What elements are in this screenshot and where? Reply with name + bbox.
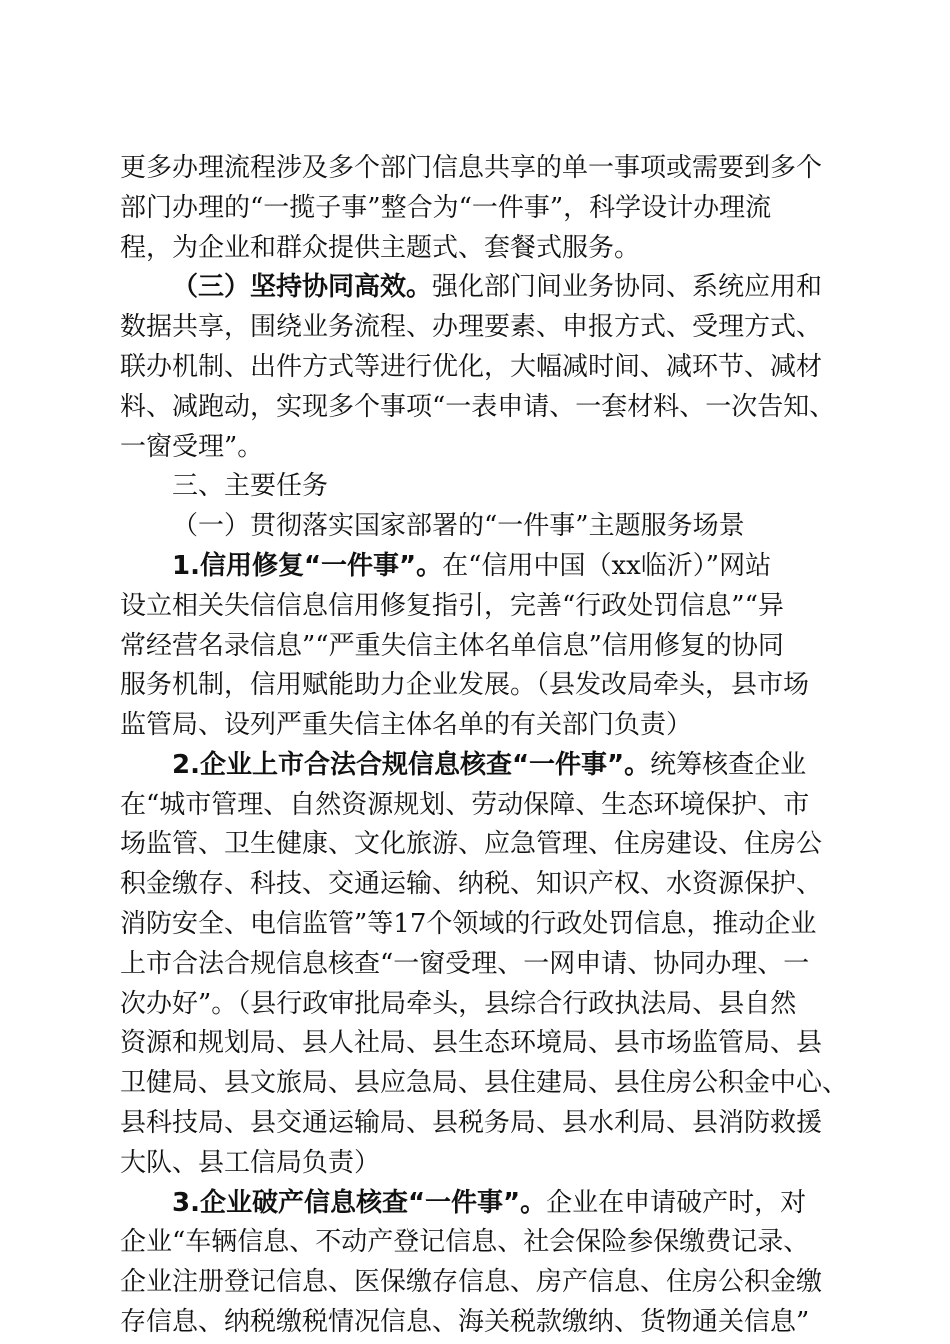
text-line: 服务机制，信用赋能助力企业发展。（县发改局牵头，县市场 — [120, 670, 810, 700]
text-line: 在“城市管理、自然资源规划、劳动保障、生态环境保护、市 — [120, 790, 810, 820]
text-run: 在“信用中国（xx临沂）”网站 — [442, 551, 772, 581]
text-line: 更多办理流程涉及多个部门信息共享的单一事项或需要到多个 — [120, 153, 823, 183]
text-line: 资源和规划局、县人社局、县生态环境局、县市场监管局、县 — [120, 1028, 823, 1058]
text-line: 消防安全、电信监管”等17个领域的行政处罚信息，推动企业 — [120, 909, 817, 939]
text-line: 上市合法合规信息核查“一窗受理、一网申请、协同办理、一 — [120, 949, 810, 979]
section-heading: 三、主要任务 — [172, 471, 329, 501]
text-line: 企业注册登记信息、医保缴存信息、房产信息、住房公积金缴 — [120, 1267, 823, 1297]
text-line: 一窗受理”。 — [120, 432, 264, 462]
text-run: 企业在申请破产时，对 — [546, 1188, 807, 1218]
text-run: 强化部门间业务协同、系统应用和 — [432, 272, 823, 302]
paragraph-lead: 1.信用修复“一件事”。 — [172, 551, 443, 581]
paragraph-first-line — [172, 269, 822, 305]
paragraph-first-line — [172, 747, 806, 783]
paragraph-lead: 2.企业上市合法合规信息核查“一件事”。 — [172, 750, 651, 780]
text-line: 数据共享，围绕业务流程、办理要素、申报方式、受理方式、 — [120, 312, 823, 342]
paragraph-lead: 3.企业破产信息核查“一件事”。 — [172, 1188, 547, 1218]
paragraph-first-line — [172, 548, 771, 584]
paragraph-first-line — [172, 1185, 806, 1221]
text-line: 积金缴存、科技、交通运输、纳税、知识产权、水资源保护、 — [120, 869, 823, 899]
text-line: 大队、县工信局负责） — [120, 1148, 381, 1178]
text-line: 设立相关失信信息信用修复指引，完善“行政处罚信息”“异 — [120, 591, 784, 621]
text-line: 次办好”。（县行政审批局牵头，县综合行政执法局、县自然 — [120, 989, 797, 1019]
text-line: 县科技局、县交通运输局、县税务局、县水利局、县消防救援 — [120, 1108, 823, 1138]
text-line: 企业“车辆信息、不动产登记信息、社会保险参保缴费记录、 — [120, 1227, 810, 1257]
text-line: 存信息、纳税缴税情况信息、海关税款缴纳、货物通关信息” — [120, 1307, 810, 1337]
section-subheading: （一）贯彻落实国家部署的“一件事”主题服务场景 — [172, 511, 745, 541]
text-line: 监管局、设列严重失信主体名单的有关部门负责） — [120, 710, 693, 740]
text-line: 料、减跑动，实现多个事项“一表申请、一套材料、一次告知、 — [120, 392, 836, 422]
text-run: 统筹核查企业 — [650, 750, 807, 780]
text-line: 场监管、卫生健康、文化旅游、应急管理、住房建设、住房公 — [120, 829, 823, 859]
text-line: 程，为企业和群众提供主题式、套餐式服务。 — [120, 233, 641, 263]
text-line: 联办机制、出件方式等进行优化，大幅减时间、减环节、减材 — [120, 352, 823, 382]
text-line: 常经营名录信息”“严重失信主体名单信息”信用修复的协同 — [120, 631, 784, 661]
text-line: 卫健局、县文旅局、县应急局、县住建局、县住房公积金中心、 — [120, 1068, 849, 1098]
paragraph-lead: （三）坚持协同高效。 — [172, 272, 433, 302]
text-line: 部门办理的“一揽子事”整合为“一件事”，科学设计办理流 — [120, 193, 772, 223]
